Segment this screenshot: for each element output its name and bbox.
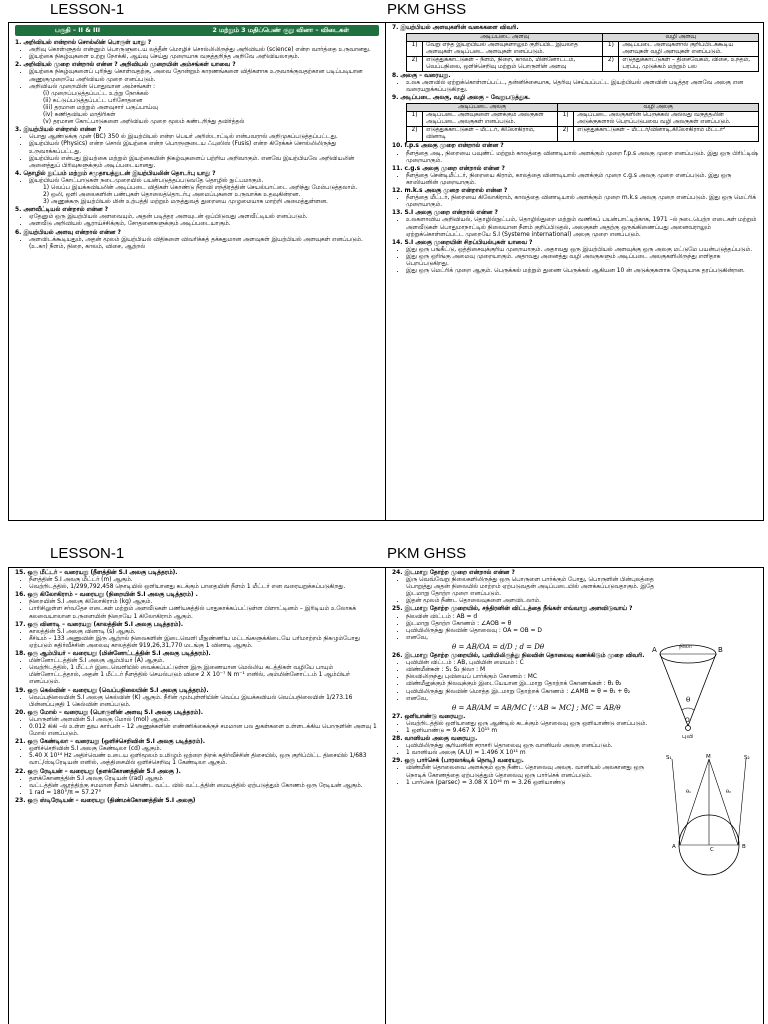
answer-point: • சீசியம் – 133 அணுவின் இரு ஆற்றல் நிலைகளின் இடைவெளி மீநுண்ணிய மட்டங்களுக்கிடையே பரிமாற்றம் நிகழும்போது ஏற்படும் கதிர்வீச்சின் அலைவு காலத்தின் 919,26,31,770 மடங்கு 1 வினாடி ஆகும். (29, 636, 381, 650)
answer-point: • அளவிடக்கூடியதும், அதன் மூலம் இயற்பியல் விதிகளை விவரிக்கத் தக்கதுமான அளவுகள் இயற்பியல் அளவுகள் எனப்படும். (உ.கா) நீளம், நிறை, காலம், விசை, ஆற்றல் (29, 237, 381, 251)
sub-point: (v) தரமான கோட்பாடுகளை அறிவியல் முறை மூலம் கண்டறிந்து தவிர்த்தல் (43, 119, 245, 126)
answer-point: • விண்மீனுக்கும் நிலவுக்கும் இடையேயான இடமாறு தோற்றக் கோணங்கள் : θ₁ θ₂ (406, 681, 663, 688)
table-header-row (407, 104, 759, 112)
answer-point: • அறிவியல் முறையின் பொதுவான அம்சங்கள் : (29, 84, 381, 91)
answer-list (392, 743, 663, 757)
question-title: 6. இயற்பியல் அளவு என்றால் என்ன ? (15, 229, 121, 236)
answer-point: • இயற்பியல் (Physics) என்ற சொல் இயற்கை என்ற பொருளுடைய ஃபுஸிஸ் (Fusis) என்ற கிரேக்கச் சொல்லிலிருந்து உருவாக்கப்பட்டது. (29, 141, 381, 155)
banner-part-label: பகுதி – II & III (55, 26, 101, 34)
page1-left-column (9, 23, 386, 520)
answer-list (15, 717, 381, 738)
question-title: 5. அளவீட்டியல் என்றால் என்ன ? (15, 207, 109, 214)
answer-list (392, 80, 759, 94)
question-title: 26. இடமாறு தோற்ற முறையில், புவியிலிருந்து நிலவின் தொலைவு கணக்கிடும் முறை விவரி. (392, 653, 645, 660)
answer-point: • இரு வெவ்வேறு நிலைகளிலிருந்து ஒரு பொருளை பார்க்கும் போது, பொருளின் பின்புலத்தை பொறுத்து அதன் நிலையில் மாற்றம் ஏற்படுவதன் அடிப்படையில் அளக்கப்படுவதாகும். இதே இடமாறு தோற்ற முறை எனப்படும். (406, 577, 663, 598)
table-cell: 1) (558, 112, 574, 127)
answer-point: • நிறையின் S.I அலகு கிலோகிராம் (kg) ஆகும். (29, 599, 381, 606)
answer-point: • இது ஒரு ஒரிங்கு அமைவு முறையாகும். அதாவது அனைத்து வழி அலகுகளும் அடிப்படை அலகுகளிலிருந்து எளிதாக பெறப்படுகிறது. (406, 254, 759, 268)
answer-point: • நிலவிலிருந்து புவியைப் பார்க்கும் கோணம் : MC (406, 674, 663, 681)
page1-header-right: PKM GHSS (387, 1, 467, 18)
question-title: 2. அறிவியல் முறை என்றால் என்ன ? அறிவியல் முறையின் அம்சங்கள் யாவை ? (15, 62, 236, 69)
page2-header-left: LESSON-1 (50, 545, 125, 562)
question-title: 24. இடமாறு தோற்ற முறை என்றால் என்ன ? (392, 570, 515, 576)
question-title: 15. ஒரு மீட்டர் – வரையறு (நீளத்தின் S.I அலகு படித்தரம்). (15, 570, 178, 576)
answer-point: • விண்மீன் தொலைவை அளக்கும் ஒரு நீண்ட தொலைவு அலகு. வானியல் அலகானது ஒரு நொடிக் கோணத்தை ஏற்படுத்தும் தொலைவு ஒரு பார்செக் எனப்படும். (406, 765, 663, 779)
answer-point: • பாரிசிலுள்ள சர்வதேச எடைகள் மற்றும் அளவீடுகள் பணியகத்தில் பாதுகாக்கப்பட்டுள்ள பிளாட்டினம் – இரிடியம் உலோகக் கலவையாலான உருளையின் நிறையே 1 கிலோகிராம் ஆகும். (29, 606, 381, 620)
answer-point: • ஒளிச்செறிவின் S.I அலகு கேண்டிலா (cd) ஆகும். (29, 746, 381, 753)
answer-point: • அறிவு கொள்ளுதல் என்னும் பொருளுடைய லத்தீன் மொழிச் சொல்லிலிருந்து அறிவியல் (science) என்ற வார்த்தை உருவானது. (29, 47, 381, 54)
comparison-table (406, 103, 759, 142)
answer-point: • மின்னோட்டத்தின் S.I அலகு ஆம்பியர் (A) ஆகும். (29, 658, 381, 665)
table-cell: எடுத்துக்காட்டுகள் – மீட்டர், கிலோகிராம், வினாடி (423, 127, 558, 142)
table-header-cell: அடிப்படை அளவு (407, 34, 603, 42)
question-title: 25. இடமாறு தோற்ற முறையில், சந்திரனின் விட்டத்தை நீங்கள் எவ்வாறு அளவிடுவாய் ? (392, 606, 633, 613)
answer-point: • பொருளின் அளவின் S.I அலகு மோல் (mol) ஆகும். (29, 717, 381, 724)
answer-list (15, 658, 381, 686)
table-row (407, 112, 759, 127)
table-row (407, 127, 759, 142)
table-row (407, 57, 759, 72)
answer-point: • புவியிலிருந்து சூரியனின் சராசரி தொலைவு ஒரு வானியல் அலகு எனப்படும். (406, 743, 663, 750)
table-header-cell: அடிப்படை அலகு (407, 104, 558, 112)
table-cell: 1) (407, 112, 423, 127)
question-title: 20. ஒரு மோல் – வரையறு (பொருளின் அளவு S.I அலகு படித்தரம்). (15, 709, 204, 716)
formula: θ = AB/AM = AB/MC [∵ AB ≈ MC] ; MC = AB/θ (452, 703, 621, 712)
line-bm (709, 759, 738, 845)
answer-point: • புவியிலிருந்து நிலவின் தொலைவு : OA = OB = D (406, 628, 663, 635)
answer-point: • வெற்றிடத்தில் ஒளியானது ஒரு ஆண்டில் கடக்கும் தொலைவு ஒரு ஒளியாண்டு எனப்படும். (406, 721, 663, 728)
question-title: 7. இயற்பியல் அளவுகளின் வகைகளை விவரி. (392, 25, 519, 31)
question-title: 10. f.p.s அலகு முறை என்றால் என்ன ? (392, 143, 504, 150)
question-title: 23. ஒரு ஸ்டிரேடியன் – வரையறு (திண்மக்கோணத்தின் S.I அலகு) (15, 797, 196, 804)
answer-list (15, 746, 381, 767)
answer-point: • உலகளாவிய அறிவியல், தொழில்நுட்பம், தொழில்துறை மற்றும் வணிகப் பயன்பாட்டிற்காக, 1971 –ல் நடைபெற்ற எடைகள் மற்றும் அளவீடுகள் பொதுமாநாட்டில் நிலையான நீளம் குறிப்பிடுதல், அலகுகள் அதற்கு ஒருங்கிணைப்பது அனைவராலும் ஏற்றுக்கொள்ளப்பட்ட முறையே S.I (Systeme international) அலகு முறை எனப்படும். (406, 217, 759, 238)
table-cell: எடுத்துக்காட்டுகள் – மீட்டர்/வினாடி,கிலோகிராம் மீட்டர்² (574, 127, 759, 142)
answer-point: • இது ஒரு மெட்ரிக் முறை ஆகும். பெருக்கல் மற்றும் துணை பெருக்கல் ஆகியன 10 ன் அடுக்குகளாக நேரடியாக தரப்படுகின்றன. (406, 268, 759, 275)
sub-point: (iii) தரமான மற்றும் அளவுசார் பகுப்பாய்வு (43, 104, 158, 111)
answer-list (15, 599, 381, 620)
answer-list (15, 69, 381, 90)
answer-list (15, 695, 381, 709)
table-header-cell: வழி அலகு (558, 104, 759, 112)
question-title: 29. ஒரு பார்செக் (பாரலாக்டிக் நொடி) வரையறு. (392, 758, 524, 765)
answer-point: • விண்மீன்கள் : S₁ S₂ நிலா : M (406, 667, 663, 674)
sub-point: 2) ஒலி, ஒளி அலைகளின் பண்புகள் தொலைத்தொடர்பு அமைப்புகளை உருவாக்க உதவுகின்றன. (43, 192, 301, 199)
answer-point: • இயற்பியல் கோட்பாடுகள் நடைமுறையில் பயன்படுத்தப்படுவதே தொழில் நுட்பமாகும். (29, 178, 381, 185)
question-title: 21. ஒரு கேண்டிலா – வரையறு (ஒளிச்செறிவின் S.I அலகு படித்தரம்). (15, 739, 206, 746)
question-title: 28. வானியல் அலகு வரையறு. (392, 736, 478, 743)
question-title: 4. தொழில் நுட்பம் மற்றும் சமுதாயத்துடன் இயற்பியலின் தொடர்பு யாது ? (15, 170, 216, 177)
answer-list (15, 237, 381, 251)
table-cell: எடுத்துக்காட்டுகள் – நீளம், நிறை, காலம், மின்னோட்டம், வெப்பநிலை, ஒளிச்செறிவு மற்றும் பொருளின் அளவு (423, 57, 603, 72)
answer-list (392, 217, 759, 238)
answer-point: • வட்டத்தின் ஆரத்திற்கு சமமான நீளம் கொண்ட வட்ட வில் வட்டத்தின் மையத்தில் ஏற்படுத்தும் கோணம் ஒரு ரேடியன் ஆகும். (29, 783, 381, 790)
answer-point: • தளக்கோணத்தின் S.I அலகு ரேடியன் (rad) ஆகும் (29, 776, 381, 783)
answer-point: • வெப்பநிலையின் S.I அலகு கெல்வின் (K) ஆகும். நீரின் மும்புள்ளியின் வெப்ப இயக்கவியல் வெப்பநிலையின் 1/273.16 பின்னப்பகுதி 1 கெல்வின் எனப்படும். (29, 695, 381, 709)
answer-point: • வெற்றிடத்தில், 1 மீட்டர் இடைவெளியில் வைக்கப்பட்டுள்ள இரு இணையான மெல்லிய கடத்திகள் வழியே பாயும் மின்னோட்டத்தால், அதன் 1 மீட்டர் நீளத்தில் செயல்படும் விசை 2 X 10⁻⁷ N m⁻¹ எனில், அம்மின்னோட்டம் 1 ஆம்பியர் எனப்படும். (29, 665, 381, 686)
answer-point: • இதன் மூலம் நீண்ட தொலைவுகளை அளவிடலாம். (406, 598, 663, 605)
answer-point: • 1 பார்செக் (parsec) = 3.08 X 10¹⁶ m = 3.26 ஒளியாண்டு (406, 780, 663, 787)
table-cell: எடுத்துக்காட்டுகள் – திசைவேகம், விசை, உந்தம், பரப்பு, முடுக்கம் மற்றும் பல (619, 57, 759, 72)
answer-point: • புவியின் விட்டம் : AB, புவியின் மையம் : C (406, 660, 663, 667)
fig26-label-theta2: θ₂ (726, 789, 732, 795)
angle-arc (682, 708, 694, 710)
answer-list (392, 195, 759, 209)
answer-point: • இயற்கை நிகழ்வுகளை உற்று நோக்கி, ஆய்வு செய்து முறையாக வகுத்தறிந்த அறிவே அறிவியலாகும். (29, 54, 381, 61)
fig26-label-m: M (706, 754, 711, 760)
answer-point: • நீளத்தின் S.I அலகு மீட்டர் (m) ஆகும். (29, 577, 381, 584)
moon-distance-diagram (664, 753, 754, 878)
earth-point (686, 726, 691, 731)
question-title: 11. c.g.s அலகு முறை என்றால் என்ன ? (392, 165, 505, 172)
sub-point: (iv) கணிதவியல் மாதிரிகள் (43, 112, 116, 119)
question-title: 18. ஒரு ஆம்பியர் – வரையறு (மின்னோட்டத்தின் S.I அலகு படித்தரம்). (15, 651, 211, 658)
answer-point: • அளவீடு அறிவியல் ஆராய்ச்சிக்கும், சோதனைகளுக்கும் அடிப்படையாகும். (29, 221, 381, 228)
line-oa (660, 654, 691, 726)
table-cell: 2) (407, 57, 423, 72)
answer-list (392, 247, 759, 275)
answer-list (392, 577, 663, 605)
banner-title: 2 மற்றும் 3 மதிப்பெண் குறு வினா – விடைகள் (212, 26, 349, 34)
sub-point: (ii) கட்டுப்படுத்தப்பட்ட பரிசோதனை (43, 97, 143, 104)
line-ob (688, 654, 716, 726)
answer-list (15, 178, 381, 185)
answer-point: • வெற்றிடத்தில், 1/299,792,458 நொடியில் ஒளியானது கடக்கும் பாதையின் நீளம் 1 மீட்டர் என வரையறுக்கப்படுகிறது. (29, 584, 381, 591)
page2-left-column (9, 568, 386, 1024)
question-title: 12. m.k.s அலகு முறை என்றால் என்ன ? (392, 188, 508, 195)
page2-right-column (386, 568, 763, 1024)
fig25-label-a: A (652, 646, 657, 654)
table-header-cell: வழி அளவு (603, 34, 759, 42)
fig25-label-theta: θ (686, 696, 691, 704)
question-title: 9. அடிப்படை அலகு, வழி அலகு – வேறுபடுத்துக. (392, 95, 531, 102)
answer-list (392, 660, 663, 703)
answer-list (392, 721, 663, 735)
table-cell: 1) (407, 42, 423, 57)
table-cell: அடிப்படை அளவுகளை அளக்கும் அலகுகள் அடிப்படை அலகுகள் எனப்படும். (423, 112, 558, 127)
answer-point: • உலக அளவில் ஏற்றுக்கொள்ளப்பட்ட, தன்னிச்சையாக, தெரிவு செய்யப்பட்ட இயற்பியல் அளவின் படித்தர அளவே அலகு என வரையறுக்கப்படுகிறது. (406, 80, 759, 94)
comparison-table (406, 33, 759, 72)
answer-list (15, 47, 381, 61)
question-title: 16. ஒரு கிலோகிராம் – வரையறு (நிறையின் S.I அலகு படித்தரம்) . (15, 592, 198, 599)
question-title: 13. S.I அலகு முறை என்றால் என்ன ? (392, 210, 498, 217)
fig25-label-b: B (718, 646, 723, 654)
table-cell: வேறு எந்த இயற்பியல் அளவுகளாலும் குறிப்பிட இயலாத அளவுகள் அடிப்படை அளவுகள் எனப்படும். (423, 42, 603, 57)
answer-list (15, 629, 381, 650)
page1-right-questions (386, 23, 763, 275)
answer-point: • நீளத்தை மீட்டர், நிறையை கிலோகிராம், காலத்தை வினாடியால் அளக்கும் முறை m.k.s அலகு முறை எனப்படும். இது ஒரு மெட்ரிக் முறையாகும். (406, 195, 759, 209)
fig26-label-c: C (710, 847, 714, 853)
fig26-label-s2: S₂ (744, 755, 750, 761)
table-cell: அடிப்படை அலகுகளின் பெருக்கல் அல்லது வகுத்தலின் அடுக்குகளால் பெறப்படுபவை வழி அலகுகள் எனப்படும். (574, 112, 759, 127)
page1-left-questions (9, 38, 385, 251)
answer-list (15, 577, 381, 591)
question-title: 1. அறிவியல் என்றால் சொல்லின் பொருள் யாது ? (15, 40, 152, 47)
earth-to-star1 (672, 759, 680, 845)
answer-list (392, 173, 759, 187)
answer-point: • புவியிலிருந்து நிலவின் மொத்த இடமாறு தோற்றக் கோணம் : ∠AMB = θ = θ₁ + θ₂ (406, 689, 663, 696)
answer-list (15, 134, 381, 169)
moon-diameter-diagram (638, 640, 738, 740)
answer-list (15, 776, 381, 797)
answer-point: • 5.40 X 10¹⁴ Hz அதிர்வெண் உடைய ஒளிமூலம் உமிழும் ஒற்றை நிறக் கதிர்வீச்சின் திசையில், ஒரு குறிப்பிட்ட திசையில் 1/683 வாட்/ஸ்டிரேடியன் எனில், அத்திசையில் ஒளிச்செறிவு 1 கேண்டிலா ஆகும். (29, 753, 381, 767)
answer-point: • இது ஒரு பங்கீட்டு, ஒத்திசைவுக்குரிய முறையாகும். அதாவது ஒரு இயற்பியல் அளவுக்கு ஒரு அலகு மட்டுமே பயன்படுத்தப்படும். (406, 247, 759, 254)
page1-banner (15, 25, 379, 36)
page2-left-questions (9, 568, 385, 805)
table-header-row (407, 34, 759, 42)
answer-point: • நீளத்தை சென்டிமீட்டர், நிறையை கிராம், காலத்தை வினாடியால் அளக்கும் முறை c.g.s அலகு முறை எனப்படும். இது ஒரு காஸியனின் முறையாகும். (406, 173, 759, 187)
table-row (407, 42, 759, 57)
answer-point: • இடமாறு தோற்ற கோணம் : ∠AOB = θ (406, 621, 663, 628)
question-title: 14. S.I அலகு முறையின் சிறப்பியல்புகள் யாவை ? (392, 239, 533, 246)
page1-header-left: LESSON-1 (50, 1, 125, 18)
table-cell: 2) (603, 57, 619, 72)
fig26-label-theta1: θ₁ (686, 789, 692, 795)
answer-point: • பொது ஆண்டுக்கு முன் (BC) 350 ல் இயற்பியல் என்ற பெயர் அரிஸ்டாட்டில் என்பவரால் அறிமுகப்படுத்தப்பட்டது. (29, 134, 381, 141)
sub-point: 3) அணுக்கரு இயற்பியல் மின் உற்பத்தி மற்றும் மருத்துவத் துறையை முழுமையாக மாற்றி அமைத்துள்ளன. (43, 199, 328, 206)
page1-right-column (386, 23, 763, 520)
answer-point: • 1 rad = 180°/π = 57.27° (29, 790, 381, 797)
table-cell: 2) (407, 127, 423, 142)
answer-list (15, 214, 381, 228)
table-cell: 2) (558, 127, 574, 142)
page2-header-right: PKM GHSS (387, 545, 467, 562)
answer-list (392, 614, 663, 642)
answer-point: • ஏதேனும் ஒரு இயற்பியல் அளவையும், அதன் படித்தர அளவுடன் ஒப்பிடுவது அளவீட்டியல் எனப்படும். (29, 214, 381, 221)
question-title: 22. ஒரு ரேடியன் – வரையறு (தளக்கோணத்தின் S.I அலகு ). (15, 768, 181, 775)
table-cell: அடிப்படை அளவுகளால் குறிப்பிடக்கூடிய அளவுகள் வழி அளவுகள் எனப்படும். (619, 42, 759, 57)
fig26-label-s1: S₁ (666, 755, 672, 761)
question-title: 17. ஒரு வினாடி – வரையறு (காலத்தின் S.I அலகு படித்தரம்). (15, 621, 184, 628)
fig25-label-moon: நிலா (679, 643, 693, 650)
table-cell: 1) (603, 42, 619, 57)
page1-sheet (8, 22, 764, 521)
fig26-label-b: B (742, 844, 746, 850)
sub-point: (i) முறைப்படுத்தப்பட்ட உற்று நோக்கல் (43, 90, 149, 97)
fig26-label-a: A (672, 844, 676, 850)
sub-point: 1) வெப்ப இயக்கவியலின் அடிப்படை விதிகள் கொண்டு நீராவி எந்திரத்தின் செயல்பாட்டை அறிந்து மேம்படுத்தலாம். (43, 184, 358, 191)
answer-list (392, 765, 663, 786)
question-title: 3. இயற்பியல் என்றால் என்ன ? (15, 127, 102, 134)
page2-sheet (8, 567, 764, 1024)
question-title: 8. அலகு – வரையறு. (392, 73, 451, 80)
formula: θ = AB/OA = d/D ; d = Dθ (452, 642, 545, 651)
earth-to-star2 (738, 759, 746, 845)
line-am (680, 759, 709, 845)
answer-point: • இயற்பியல் என்பது இயற்கை மற்றும் இயற்கையின் நிகழ்வுகளைப் பற்றிய அறிவாகும். எனவே இயற்பியலே அறிவியலின் அனைத்துப் பிரிவுகளுக்கும் அடிப்படையானது. (29, 156, 381, 170)
answer-point: • காலத்தின் S.I அலகு வினாடி (s) ஆகும். (29, 629, 381, 636)
answer-point: • 1 வானியல் அலகு (A.U) = 1.496 X 10¹¹ m (406, 750, 663, 757)
answer-point: • இயற்கை நிகழ்வுகளைப் புரிந்து கொள்வதற்கு, அவை தோன்றும் காரணங்களை விதிகளாக உருவாக்குவதற்கான படிப்படியான அணுகுமுறையே அறிவியல் முறை எனப்படும். (29, 69, 381, 83)
answer-point: • 1 ஒளியாண்டு = 9.467 X 10¹⁵ m (406, 728, 663, 735)
answer-point: • 0.012 கிகி –ல் உள்ள தூய கார்பன் – 12 அணுக்களின் எண்ணிக்கைக்குச் சமமான பல துகள்களை உள்ளடக்கிய பொருளின் அளவு 1 மோல் எனப்படும். (29, 724, 381, 738)
answer-point: • நீளத்தை அடி, நிறையை பவுண்ட் மற்றும் காலத்தை வினாடியால் அளக்கும் முறை f.p.s அலகு முறை எனப்படும். இது ஒரு பிரிட்டிஷ் முறையாகும். (406, 151, 759, 165)
fig25-label-o: O (685, 717, 690, 724)
question-title: 19. ஒரு கெல்வின் – வரையறு (வெப்பநிலையின் S.I அலகு படித்தரம்). (15, 687, 209, 694)
answer-point: • எனவே, (406, 696, 663, 703)
answer-point: • எனவே, (406, 635, 663, 642)
question-title: 27. ஒளியாண்டு வரையறு. (392, 713, 466, 720)
fig25-label-earth: புவி (682, 733, 694, 740)
answer-point: • நிலவின் விட்டம் : AB = d (406, 614, 663, 621)
answer-list (392, 151, 759, 165)
